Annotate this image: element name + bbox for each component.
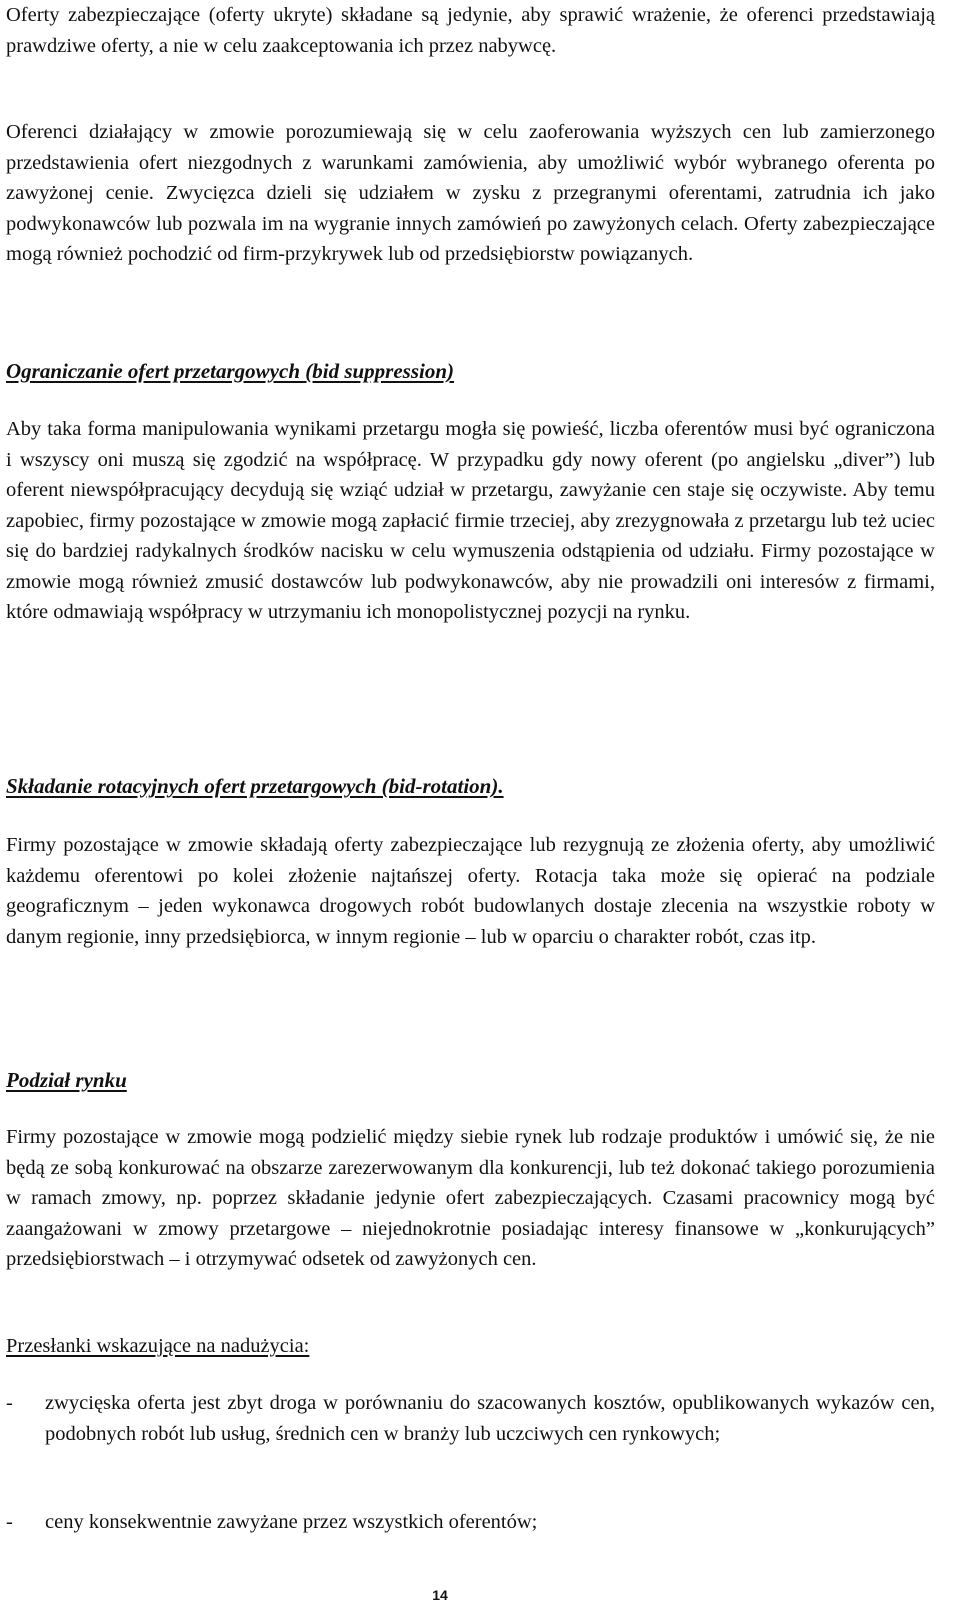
list-item <box>6 1507 935 1538</box>
heading-market-division: Podział rynku <box>6 1068 127 1092</box>
list-item <box>6 1388 935 1449</box>
list-item-text: zwycięska oferta jest zbyt droga w porównaniu do szacowanych kosztów, opublikowanych wykazów cen, podobnych robót lub usług, średnich cen w branży lub uczciwych cen rynkowych; <box>45 1392 935 1445</box>
bullet-dash: - <box>6 1511 13 1533</box>
paragraph-collusion-details <box>6 117 935 270</box>
paragraph-text: Firmy pozostające w zmowie mogą podzielić między siebie rynek lub rodzaje produktów i umówić się, że nie będą ze sobą konkurować na obszarze zarezerwowanym dla konkurencji, lub też dokonać takiego porozumienia w ramach zmowy, np. poprzez składanie jedynie ofert zabezpieczających. Czasami pracownicy mogą być zaangażowani w zmowy przetargowe – niejednokrotnie posiadając interesy finansowe w „konkurujących” przedsiębiorstwach – i otrzymywać odsetek od zawyżonych cen. <box>6 1126 935 1270</box>
bullet-dash: - <box>6 1392 13 1414</box>
paragraph-text: Firmy pozostające w zmowie składają oferty zabezpieczające lub rezygnują ze złożenia oferty, aby umożliwić każdemu oferentowi po kolei złożenie najtańszej oferty. Rotacja taka może się opierać na podziale geograficznym – jeden wykonawca drogowych robót budowlanych dostaje zlecenia na wszystkie roboty w danym regionie, inny przedsiębiorca, w innym regionie – lub w oparciu o charakter robót, czas itp. <box>6 834 935 948</box>
list-item-text: ceny konsekwentnie zawyżane przez wszystkich oferentów; <box>45 1511 538 1533</box>
page-number: 14 <box>432 1587 448 1603</box>
paragraph-bid-suppression <box>6 414 935 628</box>
heading-abuse-indicators: Przesłanki wskazujące na nadużycia: <box>6 1335 310 1357</box>
paragraph-text: Oferty zabezpieczające (oferty ukryte) składane są jedynie, aby sprawić wrażenie, że oferenci przedstawiają prawdziwe oferty, a nie w celu zaakceptowania ich przez nabywcę. <box>6 4 935 57</box>
heading-bid-suppression: Ograniczanie ofert przetargowych (bid suppression) <box>6 359 455 383</box>
paragraph-bid-rotation <box>6 830 935 952</box>
paragraph-cover-bids <box>6 0 935 61</box>
paragraph-market-division <box>6 1122 935 1275</box>
paragraph-text: Oferenci działający w zmowie porozumiewają się w celu zaoferowania wyższych cen lub zamierzonego przedstawienia ofert niezgodnych z warunkami zamówienia, aby umożliwić wybór wybranego oferenta po zawyżonej cenie. Zwycięzca dzieli się udziałem w zysku z przegranymi oferentami, zatrudnia ich jako podwykonawców lub pozwala im na wygranie innych zamówień po zawyżonych celach. Oferty zabezpieczające mogą również pochodzić od firm-przykrywek lub od przedsiębiorstw powiązanych. <box>6 121 935 265</box>
heading-bid-rotation: Składanie rotacyjnych ofert przetargowych (bid-rotation). <box>6 774 504 798</box>
paragraph-text: Aby taka forma manipulowania wynikami przetargu mogła się powieść, liczba oferentów musi być ograniczona i wszyscy oni muszą się zgodzić na współpracę. W przypadku gdy nowy oferent (po angielsku „diver”) lub oferent niewspółpracujący decydują się wziąć udział w przetargu, zawyżanie cen staje się oczywiste. Aby temu zapobiec, firmy pozostające w zmowie mogą zapłacić firmie trzeciej, aby zrezygnowała z przetargu lub też uciec się do bardziej radykalnych środków nacisku w celu wymuszenia odstąpienia od udziału. Firmy pozostające w zmowie mogą również zmusić dostawców lub podwykonawców, aby nie prowadzili oni interesów z firmami, które odmawiają współpracy w utrzymaniu ich monopolistycznej pozycji na rynku. <box>6 418 935 623</box>
